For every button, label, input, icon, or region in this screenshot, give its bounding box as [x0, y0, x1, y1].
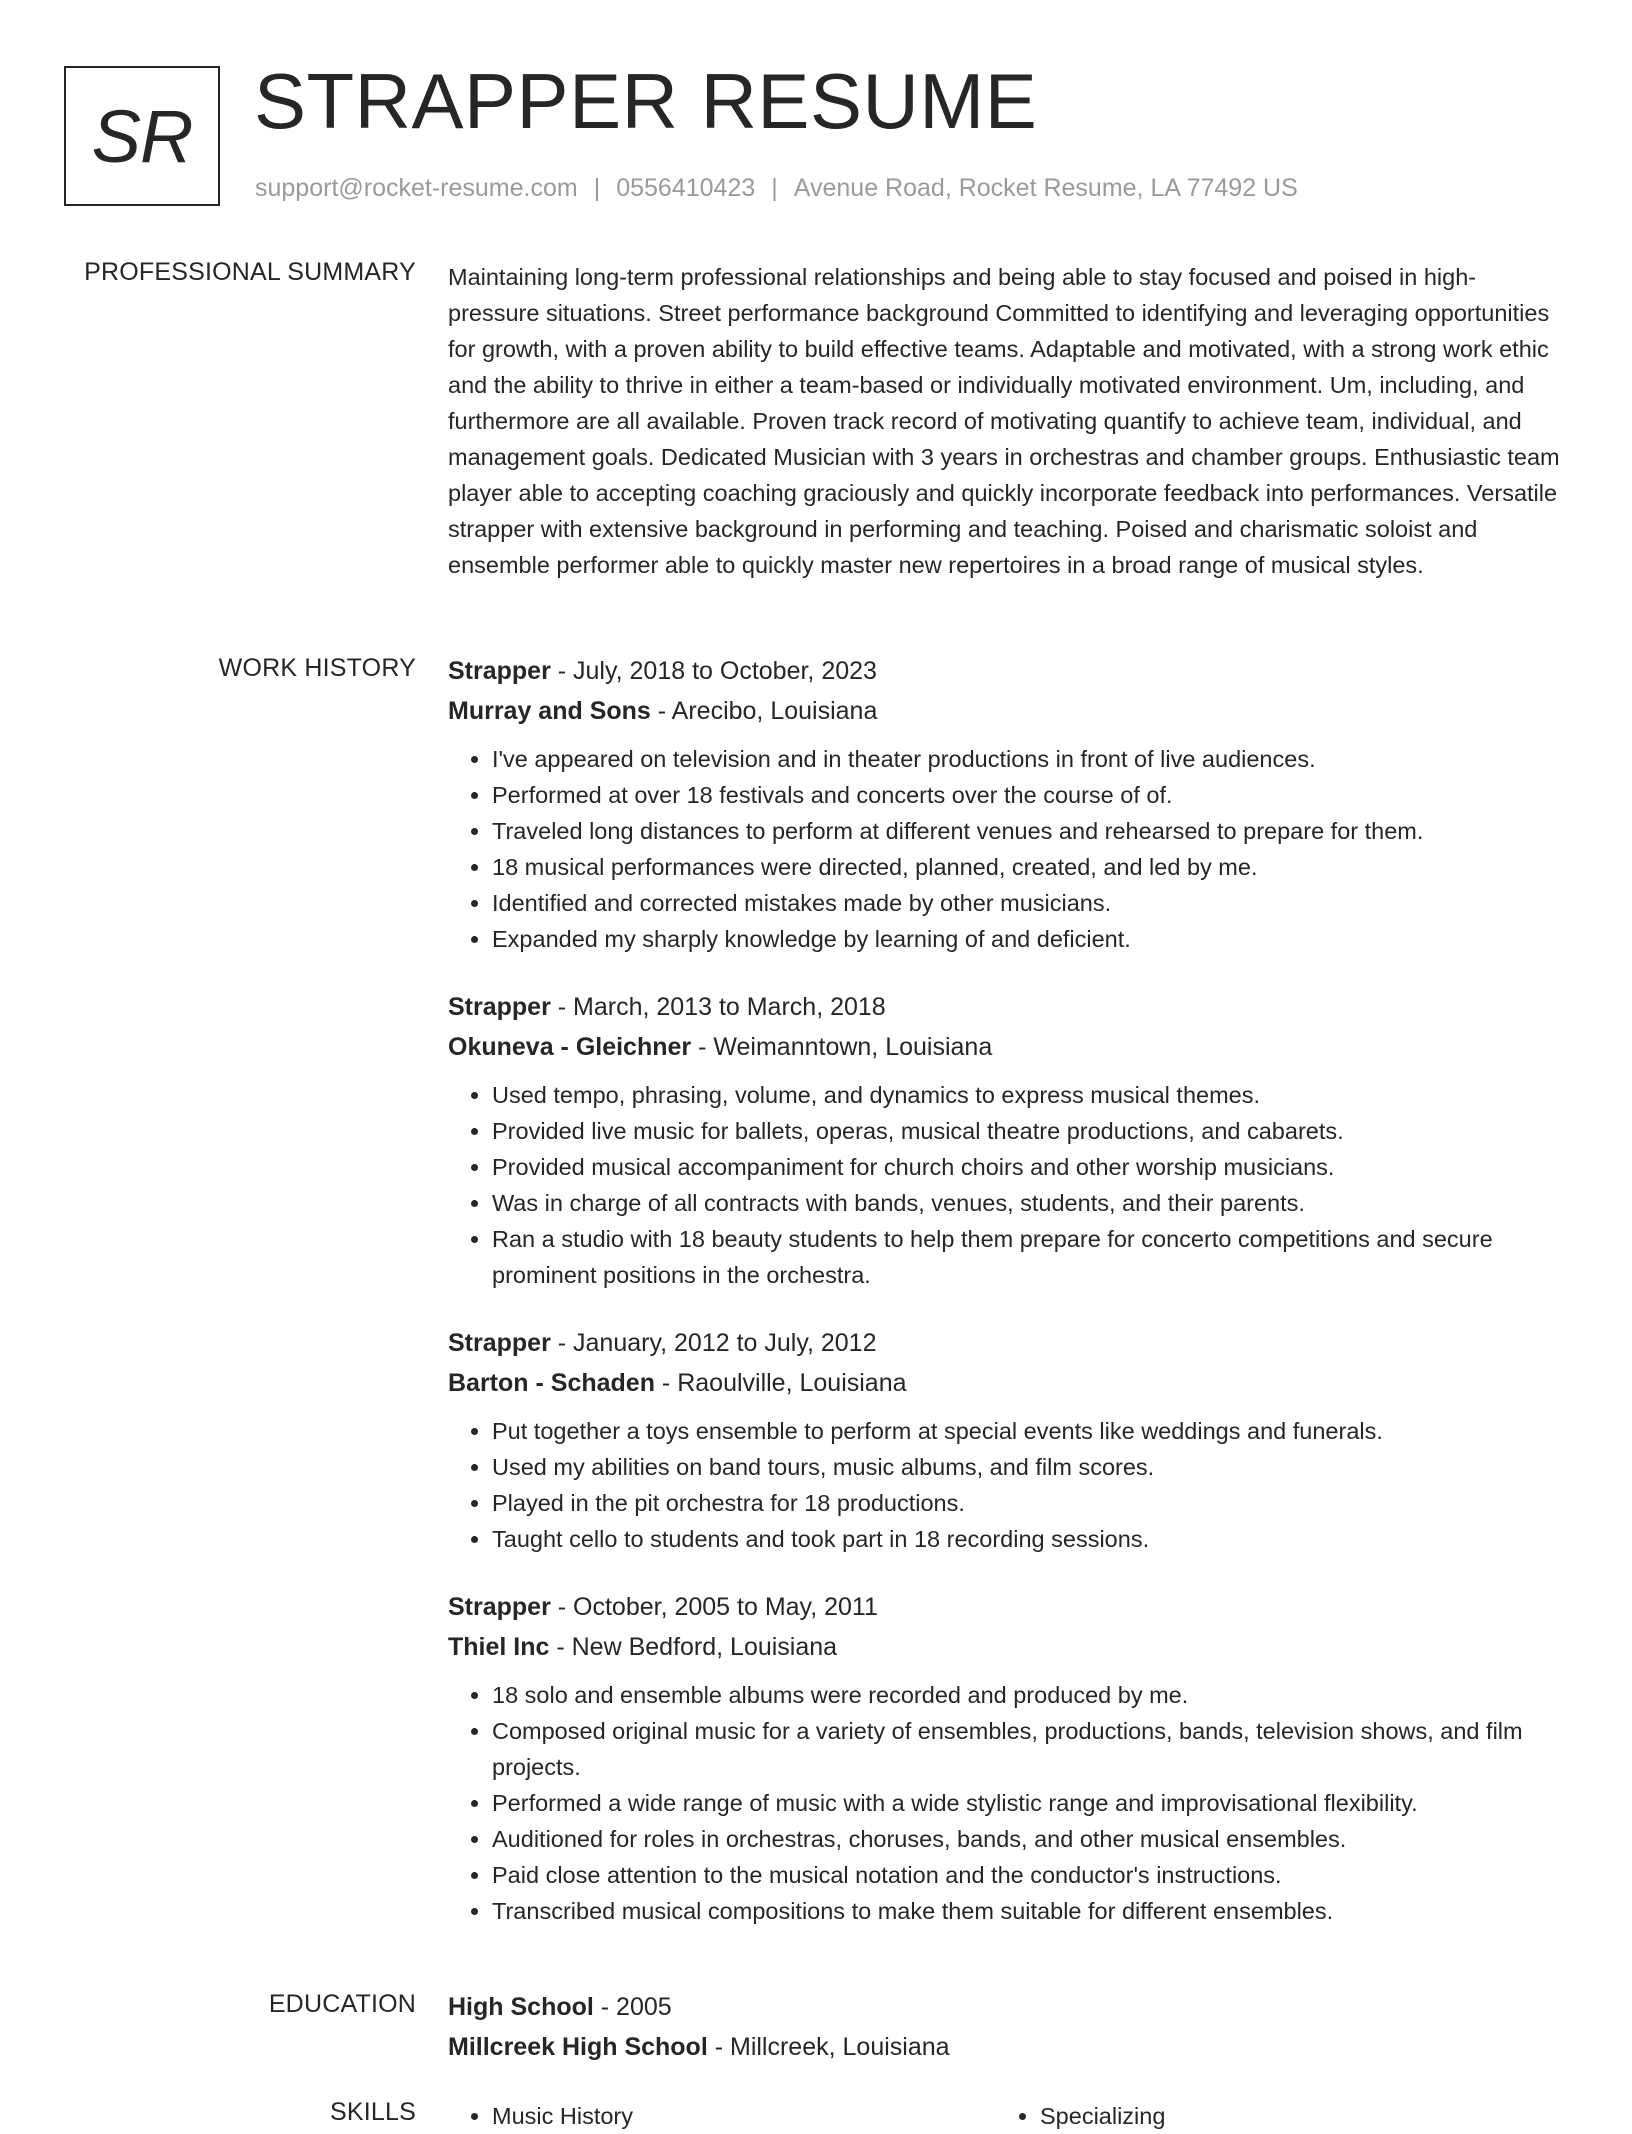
job-bullet: • 18 solo and ensemble albums were recorded and produced by me.	[492, 1677, 1564, 1713]
job-title-line	[448, 1587, 1564, 1627]
job-location: - Raoulville, Louisiana	[654, 1369, 907, 1397]
education-school-line	[448, 2027, 1564, 2067]
job-entry	[448, 1323, 1564, 1557]
job-title: Strapper	[448, 1593, 551, 1621]
monogram-initials: SR	[91, 94, 193, 178]
summary-text: Maintaining long-term professional relationships and being able to stay focused and poised in high-pressure situations. Street performance background Committed to identifying and leveraging opportunities for growth, with a proven ability to build effective teams. Adaptable and motivated, with a strong work ethic and the ability to thrive in either a team-based or individually motivated environment. Um, including, and furthermore are all available. Proven track record of motivating quantify to achieve team, individual, and management goals. Dedicated Musician with 3 years in orchestras and chamber groups. Enthusiastic team player able to accepting coaching graciously and quickly incorporate feedback into performances. Versatile strapper with extensive background in performing and teaching. Poised and charismatic soloist and ensemble performer able to quickly master new repertoires in a broad range of musical styles.	[448, 264, 1560, 578]
job-bullet: • I've appeared on television and in theater productions in front of live audiences.	[492, 741, 1564, 777]
job-bullet: • Paid close attention to the musical notation and the conductor's instructions.	[492, 1857, 1564, 1893]
job-dates: - January, 2012 to July, 2012	[550, 1329, 877, 1357]
job-company: Thiel Inc	[448, 1633, 550, 1661]
job-bullets	[448, 741, 1564, 957]
education-heading: EDUCATION	[268, 1990, 416, 2018]
job-title: Strapper	[448, 1329, 551, 1357]
skill-item: • Specializing	[1040, 2098, 1544, 2134]
job-bullet: • Used tempo, phrasing, volume, and dynamics to express musical themes.	[492, 1077, 1564, 1113]
job-company: Murray and Sons	[448, 697, 651, 725]
contact-line	[255, 174, 1298, 203]
job-location: - New Bedford, Louisiana	[549, 1633, 838, 1661]
job-dates: - July, 2018 to October, 2023	[550, 657, 877, 685]
job-entry	[448, 1587, 1564, 1929]
skills-column	[996, 2098, 1544, 2134]
job-company: Okuneva - Gleichner	[448, 1033, 692, 1061]
job-bullet: • Identified and corrected mistakes made by other musicians.	[492, 885, 1564, 921]
job-bullet: • Auditioned for roles in orchestras, choruses, bands, and other musical ensembles.	[492, 1821, 1564, 1857]
contact-separator: |	[593, 174, 601, 202]
job-bullets	[448, 1077, 1564, 1293]
contact-phone: 0556410423	[616, 174, 756, 202]
job-bullet: • Played in the pit orchestra for 18 productions.	[492, 1485, 1564, 1521]
job-title-line	[448, 651, 1564, 691]
job-bullets	[448, 1413, 1564, 1557]
job-bullet: • Transcribed musical compositions to make them suitable for different ensembles.	[492, 1893, 1564, 1929]
job-bullet: • Composed original music for a variety of ensembles, productions, bands, television shows, and film projects.	[492, 1713, 1564, 1785]
job-location: - Weimanntown, Louisiana	[691, 1033, 993, 1061]
job-bullet: • Ran a studio with 18 beauty students to help them prepare for concerto competitions and secure prominent positions in the orchestra.	[492, 1221, 1564, 1293]
job-location: - Arecibo, Louisiana	[650, 697, 878, 725]
job-bullet: • Put together a toys ensemble to perform at special events like weddings and funerals.	[492, 1413, 1564, 1449]
job-entry	[448, 651, 1564, 957]
job-bullet: • Provided musical accompaniment for church choirs and other worship musicians.	[492, 1149, 1564, 1185]
job-bullet: • Performed a wide range of music with a wide stylistic range and improvisational flexibility.	[492, 1785, 1564, 1821]
job-bullet: • Performed at over 18 festivals and concerts over the course of of.	[492, 777, 1564, 813]
job-dates: - October, 2005 to May, 2011	[550, 1593, 878, 1621]
contact-address: Avenue Road, Rocket Resume, LA 77492 US	[793, 174, 1298, 202]
job-entry	[448, 987, 1564, 1293]
work-history-heading: WORK HISTORY	[218, 654, 416, 682]
skills-grid	[448, 2098, 1564, 2134]
job-bullet: • Provided live music for ballets, operas, musical theatre productions, and cabarets.	[492, 1113, 1564, 1149]
job-company-line	[448, 1363, 1564, 1403]
job-company-line	[448, 1627, 1564, 1667]
contact-email: support@rocket-resume.com	[255, 174, 578, 202]
job-title-line	[448, 987, 1564, 1027]
education-location: - Millcreek, Louisiana	[707, 2033, 950, 2061]
job-title: Strapper	[448, 657, 551, 685]
job-company-line	[448, 1027, 1564, 1067]
job-bullet: • Taught cello to students and took part in 18 recording sessions.	[492, 1521, 1564, 1557]
education-year: - 2005	[593, 1993, 672, 2021]
summary-heading: PROFESSIONAL SUMMARY	[84, 258, 416, 286]
job-company-line	[448, 691, 1564, 731]
skills-heading: SKILLS	[330, 2098, 416, 2126]
job-bullet: • Traveled long distances to perform at different venues and rehearsed to prepare for them.	[492, 813, 1564, 849]
resume-name: STRAPPER RESUME	[254, 57, 1038, 145]
skills-column	[448, 2098, 996, 2134]
education-school: Millcreek High School	[448, 2033, 708, 2061]
job-bullet: • Expanded my sharply knowledge by learning of and deficient.	[492, 921, 1564, 957]
contact-separator: |	[771, 174, 778, 202]
job-bullet: • Was in charge of all contracts with bands, venues, students, and their parents.	[492, 1185, 1564, 1221]
job-dates: - March, 2013 to March, 2018	[550, 993, 886, 1021]
job-company: Barton - Schaden	[448, 1369, 655, 1397]
job-bullets	[448, 1677, 1564, 1929]
skill-item: • Music History	[492, 2098, 996, 2134]
job-title-line	[448, 1323, 1564, 1363]
education-degree-line	[448, 1987, 1564, 2027]
job-bullet: • 18 musical performances were directed, planned, created, and led by me.	[492, 849, 1564, 885]
job-bullet: • Used my abilities on band tours, music albums, and film scores.	[492, 1449, 1564, 1485]
education-degree: High School	[448, 1993, 594, 2021]
job-title: Strapper	[448, 993, 551, 1021]
monogram-box	[64, 66, 220, 206]
